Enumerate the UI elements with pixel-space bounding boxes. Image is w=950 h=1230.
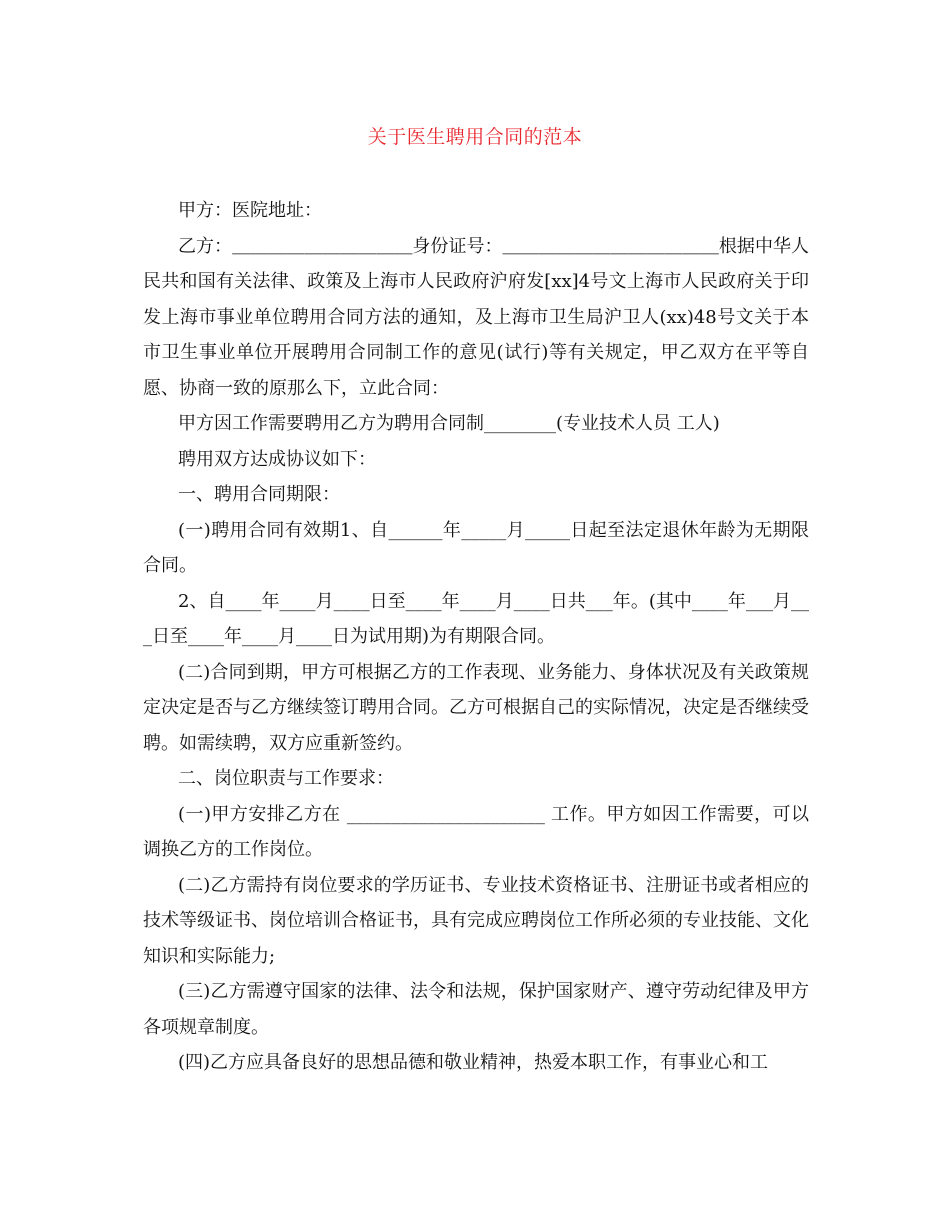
- paragraph-term-1: (一)聘用合同有效期1、自______年_____月_____日起至法定退休年龄为无期限合同。: [143, 519, 809, 576]
- paragraph-duty-1: (一)甲方安排乙方在 ______________________ 工作。甲方如因工作需要，可以调换乙方的工作岗位。: [143, 803, 809, 860]
- paragraph-party-a: 甲方：医院地址：: [178, 200, 322, 221]
- section-heading-contract-term: 一、聘用合同期限：: [178, 484, 340, 505]
- paragraph-party-b: 乙方：＿＿＿＿＿＿＿＿＿＿身份证号：＿＿＿＿＿＿＿＿＿＿＿＿根据中华人民共和国有关法律、政策及上海市人民政府沪府发[xx]4号文上海市人民政府关于印发上海市事业单位聘用合同方法的通知，及上海市卫生局沪卫人(xx)48号文关于本市卫生事业单位开展聘用合同制工作的意见(试行)等有关规定，甲乙双方在平等自愿、协商一致的原那么下，立此合同：: [143, 235, 809, 399]
- paragraph-agreement-intro: 聘用双方达成协议如下：: [178, 448, 376, 470]
- paragraph-term-2: 2、自____年____月____日至____年____月____日共___年。(其中____年___月___日至____年____月____日为试用期)为有期限合同。: [143, 590, 809, 647]
- paragraph-duty-3: (三)乙方需遵守国家的法律、法令和法规，保护国家财产、遵守劳动纪律及甲方各项规章制度。: [143, 981, 809, 1038]
- paragraph-term-renewal: (二)合同到期，甲方可根据乙方的工作表现、业务能力、身体状况及有关政策规定决定是否与乙方继续签订聘用合同。乙方可根据自己的实际情况，决定是否继续受聘。如需续聘，双方应重新签约。: [143, 661, 809, 754]
- paragraph-employment-type: 甲方因工作需要聘用乙方为聘用合同制________(专业技术人员 工人): [178, 413, 720, 434]
- document-body: [143, 193, 809, 1081]
- paragraph-duty-4: (四)乙方应具备良好的思想品德和敬业精神，热爱本职工作，有事业心和工: [178, 1052, 769, 1073]
- paragraph-duty-2: (二)乙方需持有岗位要求的学历证书、专业技术资格证书、注册证书或者相应的技术等级证书、岗位培训合格证书，具有完成应聘岗位工作所必须的专业技能、文化知识和实际能力;: [143, 874, 809, 967]
- document-title: 关于医生聘用合同的范本: [367, 126, 583, 148]
- section-heading-duties: 二、岗位职责与工作要求：: [178, 768, 394, 789]
